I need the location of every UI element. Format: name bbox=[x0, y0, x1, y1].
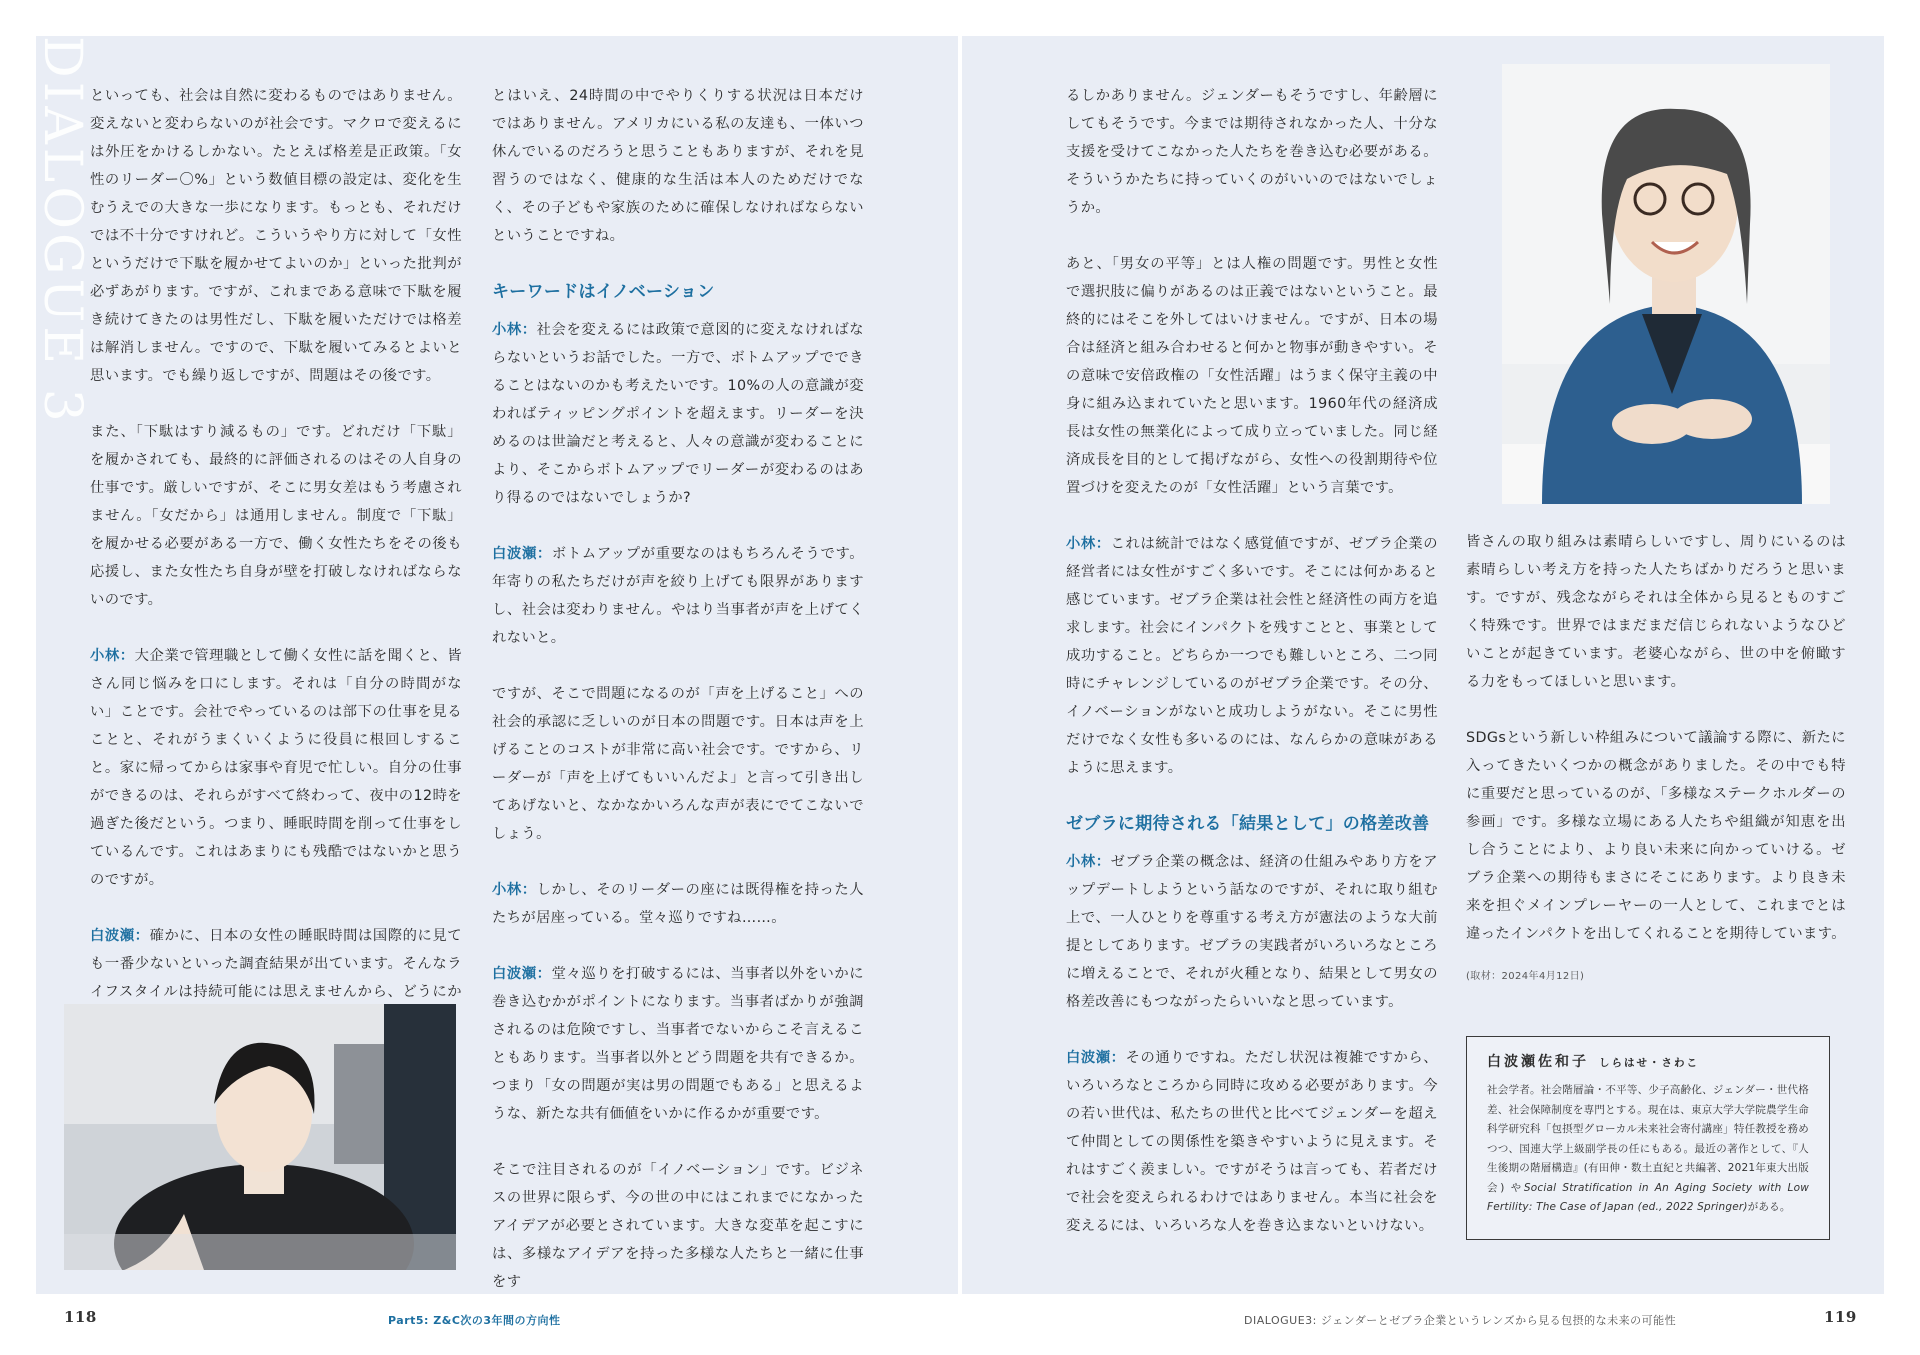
column-4 bbox=[1466, 528, 1846, 986]
vertical-section-title: DIALOGUE 3 bbox=[32, 36, 92, 426]
running-head: DIALOGUE3: ジェンダーとゼブラ企業というレンズから見る包摂的な未来の可能性 bbox=[1244, 1314, 1677, 1327]
body-paragraph: そこで注目されるのが「イノベーション」です。ビジネスの世界に限らず、今の世の中にはこれまでになかったアイデアが必要とされています。大きな変革を起こすには、多様なアイデアを持った多様な人たちと一緒に仕事をす bbox=[492, 1162, 864, 1290]
dialogue-text: 確かに、日本の女性の睡眠時間は国際的に見ても一番少ないといった調査結果が出ています。そんなライフスタイルは持続可能には思えませんから、どうにか bbox=[90, 928, 462, 1000]
profile-bio bbox=[1487, 1081, 1809, 1218]
dialogue-paragraph bbox=[1066, 530, 1438, 782]
dialogue-text: 堂々巡りを打破するには、当事者以外をいかに巻き込むかがポイントになります。当事者ばかりが強調されるのは危険ですし、当事者でないからこそ言えることもあります。当事者以外とどう問題を共有できるか。つまり「女の問題が実は男の問題でもある」と思えるような、新たな共有価値をいかに作るかが重要です。 bbox=[492, 966, 864, 1122]
dialogue-paragraph bbox=[492, 876, 864, 932]
dialogue-paragraph bbox=[1066, 848, 1438, 1016]
body-paragraph: SDGsという新しい枠組みについて議論する際に、新たに入ってきたいくつかの概念がありました。その中でも特に重要だと思っているのが、「多様なステークホルダーの参画」です。多様な立場にある人たちや組織が知恵を出し合うことにより、より良い未来に向かっていける。ゼブラ企業への期待もまさにそこにあります。より良き未来を担ぐメインプレーヤーの一人として、これまでとは違ったインパクトを出してくれることを期待しています。 bbox=[1466, 730, 1846, 942]
body-paragraph: るしかありません。ジェンダーもそうですし、年齢層にしてもそうです。今までは期待されなかった人、十分な支援を受けてこなかった人たちを巻き込む必要がある。そういうかたちに持っていくのがいいのではないでしょうか。 bbox=[1066, 88, 1438, 216]
page-number-right: 119 bbox=[1824, 1308, 1857, 1326]
body-paragraph: とはいえ、24時間の中でやりくりする状況は日本だけではありません。アメリカにいる私の友達も、一体いつ休んでいるのだろうと思うこともありますが、それを見習うのではなく、健康的な生活は本人のためだけでなく、その子どもや家族のために確保しなければならないということですね。 bbox=[492, 88, 864, 244]
section-heading: キーワードはイノベーション bbox=[492, 282, 715, 302]
photo-shirahase bbox=[1502, 64, 1830, 504]
profile-name-row bbox=[1487, 1051, 1809, 1071]
body-paragraph: あと、「男女の平等」とは人権の問題です。男性と女性で選択肢に偏りがあるのは正義ではないということ。最終的にはそこを外してはいけません。ですが、日本の場合は経済と組み合わせると何かと物事が動きやすい。その意味で安倍政権の「女性活躍」はうまく保守主義の中身に組み込まれていたと思います。1960年代の経済成長は女性の無業化によって成り立っていました。同じ経済成長を目的として掲げながら、女性への役割期待や位置づけを変えたのが「女性活躍」という言葉です。 bbox=[1066, 256, 1438, 496]
body-paragraph: といっても、社会は自然に変わるものではありません。変えないと変わらないのが社会です。マクロで変えるには外圧をかけるしかない。たとえば格差是正政策。「女性のリーダー〇%」という数値目標の設定は、変化を生むうえでの大きな一歩になります。もっとも、それだけでは不十分ですけれど。こういうやり方に対して「女性というだけで下駄を履かせてよいのか」といった批判が必ずあがります。ですが、これまである意味で下駄を履き続けてきたのは男性だし、下駄を履いただけでは格差は解消しません。ですので、下駄を履いてみるとよいと思います。でも繰り返しですが、問題はその後です。 bbox=[90, 88, 462, 384]
profile-name: 白波瀬佐和子 bbox=[1487, 1054, 1589, 1070]
profile-bio-book-title: Social Stratification in An Aging Society with Low Fertility: The Case of Japan (ed., 2022 Springer) bbox=[1487, 1181, 1809, 1213]
section-label: Part5: Z&C次の3年間の方向性 bbox=[388, 1314, 561, 1327]
dialogue-text: これは統計ではなく感覚値ですが、ゼブラ企業の経営者には女性がすごく多いです。そこには何かあると感じています。ゼブラ企業は社会性と経済性の両方を追求します。社会にインパクトを残すことと、事業として成功すること。どちらか一つでも難しいところ、二つ同時にチャレンジしているのがゼブラ企業です。その分、イノベーションがないと成功しようがない。そこに男性だけでなく女性も多いるのには、なんらかの意味があるように思えます。 bbox=[1066, 536, 1438, 776]
speaker-label: 小林： bbox=[492, 322, 537, 338]
interview-date-note: (取材：2024年4月12日) bbox=[1466, 971, 1585, 982]
speaker-label: 白波瀬： bbox=[90, 928, 150, 944]
body-paragraph: ですが、そこで問題になるのが「声を上げること」への社会的承認に乏しいのが日本の問題です。日本は声を上げることのコストが非常に高い社会です。ですから、リーダーが「声を上げてもいいんだよ」と言って引き出してあげないと、なかなかいろんな声が表にでてこないでしょう。 bbox=[492, 686, 864, 842]
speaker-label: 小林： bbox=[1066, 536, 1111, 552]
dialogue-paragraph bbox=[492, 540, 864, 652]
speaker-label: 白波瀬： bbox=[1066, 1050, 1126, 1066]
dialogue-paragraph bbox=[1066, 1044, 1438, 1240]
speaker-label: 小林： bbox=[1066, 854, 1111, 870]
profile-name-kana: しらはせ・さわこ bbox=[1599, 1057, 1699, 1069]
speaker-label: 小林： bbox=[492, 882, 537, 898]
dialogue-text: 社会を変えるには政策で意図的に変えなければならないというお話でした。一方で、ボトムアップでできることはないのかも考えたいです。10%の人の意識が変わればティッピングポイントを超えます。リーダーを決めるのは世論だと考えると、人々の意識が変わることにより、そこからボトムアップでリーダーが変わるのはあり得るのではないでしょうか? bbox=[492, 322, 864, 506]
column-2 bbox=[492, 82, 864, 1324]
column-3 bbox=[1066, 82, 1438, 1268]
page-number-left: 118 bbox=[64, 1308, 97, 1326]
dialogue-text: しかし、そのリーダーの座には既得権を持った人たちが居座っている。堂々巡りですね……。 bbox=[492, 882, 864, 926]
column-1 bbox=[90, 82, 462, 1062]
dialogue-paragraph bbox=[492, 960, 864, 1128]
dialogue-paragraph bbox=[492, 316, 864, 512]
page-gutter bbox=[958, 0, 962, 1355]
profile-bio-text-end: がある。 bbox=[1747, 1201, 1791, 1213]
dialogue-text: その通りですね。ただし状況は複雑ですから、いろいろなところから同時に攻める必要があります。今の若い世代は、私たちの世代と比べてジェンダーを超えて仲間としての関係性を築きやすいように見えます。それはすごく羨ましい。ですがそうは言っても、若者だけで社会を変えられるわけではありません。本当に社会を変えるには、いろいろな人を巻き込まないといけない。 bbox=[1066, 1050, 1438, 1234]
body-paragraph: また、「下駄はすり減るもの」です。どれだけ「下駄」を履かされても、最終的に評価されるのはその人自身の仕事です。厳しいですが、そこに男女差はもう考慮されません。「女だから」は通用しません。制度で「下駄」を履かせる必要がある一方で、働く女性たちをその後も応援し、また女性たち自身が壁を打破しなければならないのです。 bbox=[90, 424, 462, 608]
dialogue-paragraph bbox=[90, 642, 462, 894]
speaker-label: 白波瀬： bbox=[492, 546, 552, 562]
section-heading: ゼブラに期待される「結果として」の格差改善 bbox=[1066, 814, 1430, 834]
dialogue-text: ゼブラ企業の概念は、経済の仕組みやあり方をアップデートしようという話なのですが、それに取り組む上で、一人ひとりを尊重する考え方が憲法のような大前提としてあります。ゼブラの実践者がいろいろなところに増えることで、それが火種となり、結果として男女の格差改善にもつながったらいいなと思っています。 bbox=[1066, 854, 1438, 1010]
dialogue-text: ボトムアップが重要なのはもちろんそうです。年寄りの私たちだけが声を絞り上げても限界がありますし、社会は変わりません。やはり当事者が声を上げてくれないと。 bbox=[492, 546, 864, 646]
profile-bio-text: 社会学者。社会階層論・不平等、少子高齢化、ジェンダー・世代格差、社会保障制度を専門とする。現在は、東京大学大学院農学生命科学研究科「包摂型グローカル未来社会寄付講座」特任教授を務めつつ、国連大学上級副学長の任にもある。最近の著作として、『人生後期の階層構造』(有田伸・数土直紀と共編著、2021年東大出版会) や bbox=[1487, 1084, 1809, 1194]
speaker-label: 小林： bbox=[90, 648, 135, 664]
speaker-label: 白波瀬： bbox=[492, 966, 552, 982]
profile-box bbox=[1466, 1036, 1830, 1240]
body-paragraph: 皆さんの取り組みは素晴らしいですし、周りにいるのは素晴らしい考え方を持った人たちばかりだろうと思います。ですが、残念ながらそれは全体から見るとものすごく特殊です。世界ではまだまだ信じられないようなひどいことが起きています。老婆心ながら、世の中を俯瞰する力をもってほしいと思います。 bbox=[1466, 534, 1846, 690]
dialogue-text: 大企業で管理職として働く女性に話を聞くと、皆さん同じ悩みを口にします。それは「自分の時間がない」ことです。会社でやっているのは部下の仕事を見ることと、それがうまくいくように役員に根回しすること。家に帰ってからは家事や育児で忙しい。自分の仕事ができるのは、それらがすべて終わって、夜中の12時を過ぎた後だという。つまり、睡眠時間を削って仕事をしているんです。これはあまりにも残酷ではないかと思うのですが。 bbox=[90, 648, 462, 888]
photo-kobayashi bbox=[64, 1004, 456, 1270]
